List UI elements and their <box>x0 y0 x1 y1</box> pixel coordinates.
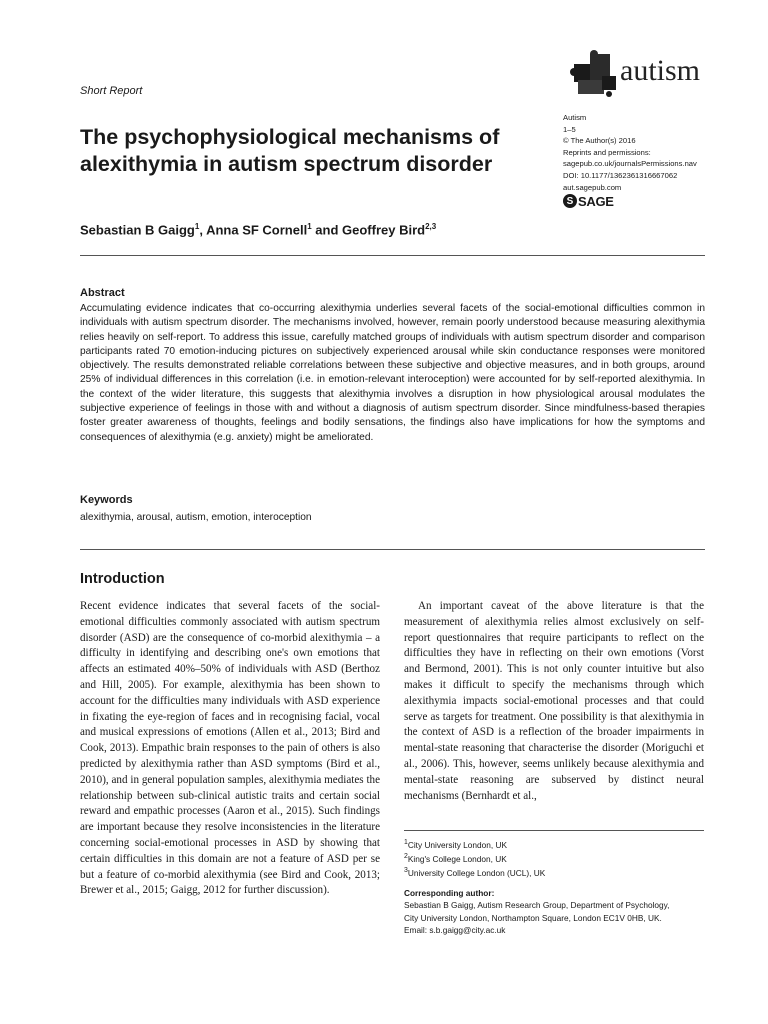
meta-permissions-link[interactable]: sagepub.co.uk/journalsPermissions.nav <box>563 159 697 169</box>
abstract-text: Accumulating evidence indicates that co-occurring alexithymia underlies several facets of the social-emotional difficulties common in individuals with autism spectrum disorder. The mechanisms involved, however, remain poorly understood because measuring alexithymia relies heavily on self-report. To address this issue, carefully matched groups of individuals with autism spectrum disorder and comparison participants rated 70 emotion-inducing pictures on subjectively experienced arousal while skin conductance responses were monitored objectively. The results demonstrated reliable correlations between these subjective and objective measures, and in both groups, around 25% of individual differences in this correlation (i.e. in emotion-relevant interoception) were accounted for by self-reported alexithymia. In the context of the wider literature, this suggests that alexithymia involves a disruption in how physiological arousal modulates the subjective experience of feelings in those with and without a diagnosis of autism spectrum disorder. Since mindfulness-based therapies foster greater awareness of thoughts, feelings and bodily sensations, the findings also have implications for how the symptoms and consequences of alexithymia (e.g. anxiety) might be ameliorated. <box>80 303 705 443</box>
meta-copyright: © The Author(s) 2016 <box>563 136 636 146</box>
journal-meta <box>563 112 753 193</box>
meta-reprints: Reprints and permissions: <box>563 147 651 157</box>
affiliation-footnote <box>404 851 709 865</box>
footnote-divider <box>404 830 704 831</box>
section-label: Short Report <box>80 85 143 97</box>
logo-wordmark: autism <box>620 54 700 87</box>
journal-logo <box>568 50 708 98</box>
footnote-number: 1 <box>404 839 408 846</box>
author-name: Anna SF Cornell <box>206 222 308 238</box>
meta-pages: 1–5 <box>563 124 576 134</box>
footnote-text: City University London, UK <box>407 839 507 850</box>
abstract-heading: Abstract <box>80 287 125 299</box>
author-name: Sebastian B Gaigg <box>80 222 195 238</box>
corresponding-email[interactable]: Email: s.b.gaigg@city.ac.uk <box>404 925 506 936</box>
author-affiliation: 1 <box>194 222 200 231</box>
author-separator: , <box>199 222 207 238</box>
sage-badge-icon: S <box>563 194 577 208</box>
divider <box>80 255 705 256</box>
title-line-2: alexithymia in autism spectrum disorder <box>80 152 493 176</box>
paragraph: Recent evidence indicates that several facets of the social-emotional difficulties commonly associated with autism spectrum disorder (ASD) are the consequence of co-morbid alexithymia – a difficulty in identifying and describing one's own emotions that affects an estimated 40%–50% of individuals with ASD (Berthoz and Hill, 2005). For example, alexithymia has been shown to account for the difficulties many individuals with ASD experience in fixating the eye-region of faces and in recognising facial, vocal and musical expressions of emotions (Allen et al., 2013; Bird and Cook, 2013). Empathic brain responses to the pain of others is also predicted by alexithymia rather than ASD symptoms (Bird et al., 2010), and in general population samples, alexithymia mediates the relationship between sub-clinical autistic traits and certain social reward and empathic processes (Aaron et al., 2015). Such findings are important because they resolve inconsistencies in the literature concerning social-emotional processes in ASD by showing that certain difficulties in this domain are not a feature of ASD per se but a feature of co-morbid alexithymia (see Bird and Cook, 2013; Brewer et al., 2015; Gaigg, 2012 for further discussion). <box>80 600 380 897</box>
corresponding-address: City University London, Northampton Square, London EC1V 0HB, UK. <box>404 912 662 923</box>
meta-journal: Autism <box>563 113 587 122</box>
corresponding-author-heading: Corresponding author: <box>404 888 495 899</box>
meta-site-link[interactable]: aut.sagepub.com <box>563 182 622 192</box>
author-affiliation: 2,3 <box>425 222 437 231</box>
keywords-heading: Keywords <box>80 494 133 506</box>
corresponding-address: Sebastian B Gaigg, Autism Research Group, Department of Psychology, <box>404 900 670 911</box>
author-separator: and <box>311 222 342 238</box>
footnotes <box>404 837 709 936</box>
title-line-1: The psychophysiological mechanisms of <box>80 125 500 149</box>
footnote-text: King's College London, UK <box>407 853 507 864</box>
publisher-name: SAGE <box>578 193 614 209</box>
footnote-text: University College London (UCL), UK <box>407 867 546 878</box>
article-title <box>80 124 540 178</box>
publisher-logo <box>563 192 614 210</box>
body-column-left <box>80 599 380 899</box>
author-affiliation: 1 <box>307 222 312 231</box>
footnote-number: 2 <box>404 853 408 861</box>
puzzle-piece-icon <box>568 50 620 98</box>
body-column-right <box>404 599 704 804</box>
meta-doi[interactable]: DOI: 10.1177/1362361316667062 <box>563 170 678 180</box>
affiliation-footnote <box>404 865 709 879</box>
section-heading-introduction: Introduction <box>80 571 165 587</box>
footnote-number: 3 <box>404 867 408 875</box>
divider <box>80 549 705 550</box>
author-name: Geoffrey Bird <box>342 222 426 238</box>
affiliation-footnote <box>404 837 709 851</box>
keywords-text: alexithymia, arousal, autism, emotion, interoception <box>80 512 312 523</box>
paragraph: An important caveat of the above literature is that the measurement of alexithymia relies almost exclusively on self-report questionnaires that require participants to reflect on the difficulties they have in reflecting on their own emotions (Vorst and Bermond, 2001). This is not only counter intuitive but also makes it difficult to specify the mechanisms through which alexithymia impacts social-emotional processes and that could serve as targets for treatment. One possibility is that alexithymia in the context of ASD is a reflection of the broader impairments in mental-state reasoning that characterise the disorder (Moriguchi et al., 2006). This, however, seems unlikely because alexithymia and mental-state reasoning are subserved by distinct neural mechanisms (Bernhardt et al., <box>404 600 704 802</box>
author-list <box>80 222 436 237</box>
